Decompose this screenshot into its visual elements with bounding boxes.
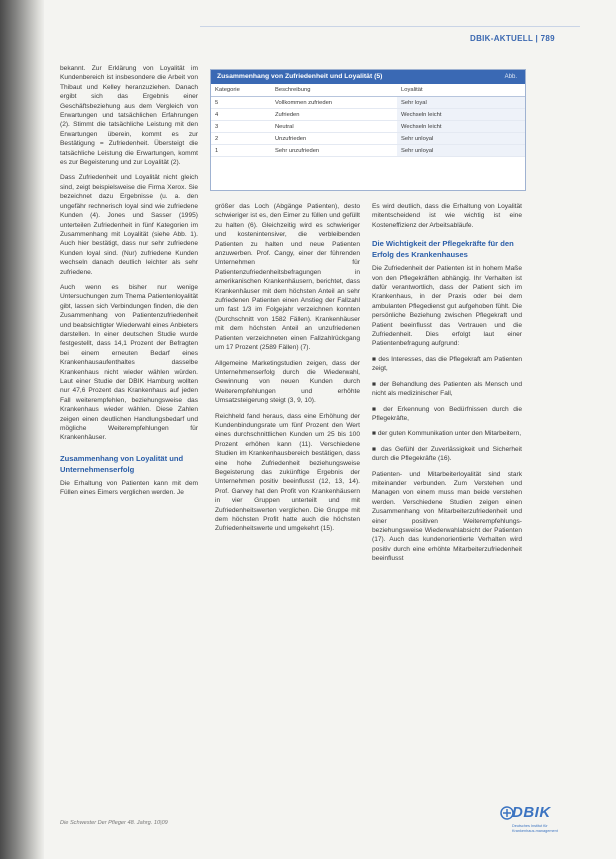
table-cell: 3 — [211, 121, 271, 133]
table-header: Loyalität — [397, 84, 525, 97]
table-row — [211, 97, 525, 109]
loyalty-table — [211, 84, 525, 157]
table-row — [211, 109, 525, 121]
table-cell: Vollkommen zufrieden — [271, 97, 397, 109]
dbik-logo — [500, 802, 570, 842]
list-item: ■ der Behandlung des Patienten als Mensch und nicht als medizinischer Fall, — [372, 380, 522, 398]
table-cell: 5 — [211, 97, 271, 109]
table-cell: Sehr unloyal — [397, 133, 525, 145]
table-row — [211, 145, 525, 157]
column-right — [372, 202, 522, 817]
list-item: ■ der Erkennung von Bedürfnissen durch die Pflegekräfte, — [372, 405, 522, 422]
column-left — [60, 64, 198, 816]
table-cell: Sehr loyal — [397, 97, 525, 109]
paragraph: Auch wenn es bisher nur wenige Untersuchungen zum Thema Patientenloyalität gibt, lassen sich Verbindungen finden, die den Zusammenhang von Patientenzufriedenheit und beabsichtigter Wiederwahl eines Anbieters darstellen. In einer deutschen Studie wurde festgestellt, dass 14,1 Prozent der Befragten bei einem erneuten Bedarf eines Krankenhausaufenthaltes dasselbe Krankenhaus nicht wieder wählen würden. Laut einer Studie der DBIK Hamburg wollten nur 47,6 Prozent das Krankenhaus auf jeden Fall weiterempfehlen, beziehungsweise das Krankenhaus wieder wählen. Diese Zahlen zeigen einen deutlichen Handlungsbedarf und mögliche Weiterempfehlungen für Krankenhäuser. — [60, 283, 198, 442]
table-cell: 2 — [211, 133, 271, 145]
figure-title — [211, 70, 525, 84]
list-item: ■ das Gefühl der Zuverlässigkeit und Sicherheit durch die Pflegekräfte (16). — [372, 445, 522, 463]
paragraph: bekannt. Zur Erklärung von Loyalität im Kundenbereich ist insbesondere die Arbeit von Thibaut und Kelley heranzuziehen. Danach ergibt sich das Ergebnis einer Geschäftsbeziehung aus dem Vergleich von Erwartungen und tatsächlichen Erfahrungen (2). Stimmt die tatsächliche Leistung mit den Erwartungen überein, kommt es zur Bestätigung = Zufriedenheit. Übersteigt die tatsächliche Leistung die Erwartungen, kommt es zur Begeisterung und zur Loyalität (2). — [60, 65, 198, 167]
column-middle — [215, 202, 360, 762]
paragraph: Dass Zufriedenheit und Loyalität nicht gleich sind, zeigt beispielsweise die Firma Xerox. Sie bezeichnet dazu Ergebnisse (u. a. den ungefähr rechnerisch loyal sind wie zufriedene Kunden (4). Jones und Sasser (1995) unterteilen Zufriedenheit in fünf Kategorien im Zusammenhang mit Loyalität (siehe Abb. 1). Auch hier bestätigt, dass nur sehr zufriedene Kunden loyal sind. (Nur) zufriedene Kunden wechseln danach deutlich leichter als sehr zufriedene. — [60, 174, 198, 276]
paragraph: Es wird deutlich, dass die Erhaltung von Loyalität mitentscheidend ist wie wichtig ist eine Kosteneffizienz der Arbeitsabläufe. — [372, 203, 522, 229]
table-cell: Neutral — [271, 121, 397, 133]
section-heading: Zusammenhang von Loyalität und Unternehmenserfolg — [60, 453, 184, 474]
table-row — [211, 121, 525, 133]
paragraph: Die Erhaltung von Patienten kann mit dem Füllen eines Eimers verglichen werden. Je — [60, 479, 198, 497]
table-cell: Wechseln leicht — [397, 109, 525, 121]
list-item: ■ des Interesses, das die Pflegekraft am Patienten zeigt, — [372, 355, 522, 373]
page-gutter-shadow — [0, 0, 44, 859]
list-item: ■ der guten Kommunikation unter den Mitarbeitern, — [372, 430, 522, 438]
paragraph: Reichheld fand heraus, dass eine Erhöhung der Kundenbindungsrate um fünf Prozent den Wert eines durchschnittlichen Kunden um 25 bis 100 Prozent erhöhen kann (11). Verschiedene Studien im Krankenhausbereich bestätigen, dass eine hohe Zufriedenheit beziehungsweise Begeisterung das zukünftige Ergebnis der Unternehmen positiv beeinflusst (12, 13, 14). Prof. Garvey hat den Profit von Krankenhäusern in vier Gruppen unterteilt und mit Zufriedenheitswerten verglichen. Die Gruppe mit dem höchsten Profit hatte auch die höchsten Zufriedenheitswerte und umgekehrt (15). — [215, 412, 360, 533]
page-footer: Die Schwester Der Pfleger 48. Jahrg. 10|09 — [60, 820, 168, 826]
table-header: Kategorie — [211, 84, 271, 97]
section-heading: Die Wichtigkeit der Pflegekräfte für den Erfolg des Krankenhauses — [372, 239, 514, 260]
paragraph: Allgemeine Marketingstudien zeigen, dass der Unternehmenserfolg durch die Wiederwahl, Gewinnung von neuen Kunden durch Weiterempfehlungen und erhöhte Umsatzsteigerung steigt (3, 9, 10). — [215, 359, 360, 405]
running-head: DBIK-AKTUELL | 789 — [470, 34, 555, 43]
logo-subtitle: Deutsches Institut für Krankenhaus-management — [512, 824, 558, 833]
figure-ref: Abb. — [504, 74, 517, 80]
table-row — [211, 133, 525, 145]
table-cell: Sehr unzufrieden — [271, 145, 397, 157]
table-header: Beschreibung — [271, 84, 397, 97]
table-cell: 1 — [211, 145, 271, 157]
table-cell: Wechseln leicht — [397, 121, 525, 133]
table-cell: 4 — [211, 109, 271, 121]
paragraph: Die Zufriedenheit der Patienten ist in hohem Maße von den Pflegekräften abhängig. Ihr Verhalten ist dafür verantwortlich, dass der Patient sich im Krankenhaus, in der Praxis oder bei dem ambulanten Pflegedienst gut aufgehoben fühlt. Die persönliche Beziehung zwischen Pflegekraft und Patient beeinflusst das Vertrauen und die Zufriedenheit. Dies erfolgt laut einer Patientenbefragung aufgrund: — [372, 265, 522, 348]
figure-title-text: Zusammenhang von Zufriedenheit und Loyalität (5) — [217, 73, 383, 80]
paragraph: größer das Loch (Abgänge Patienten), desto schwieriger ist es, den Eimer zu füllen und gefüllt zu halten (6). Gleichzeitig wird es schwieriger und kostenintensiver, die verbleibenden Patienten zu halten und neue Patienten anzuwerben. Prof. Cangy, einer der führenden Unternehmen für Patientenzufriedenheitsbefragungen in amerikanischen Krankenhäusern, berichtet, dass Krankenhäuser mit dem höchsten Anteil an sehr zufriedenen Patienten einen Anstieg der Fallzahl um fast 1/3 im Folgejahr verzeichnen konnten (Durchschnitt von 1582 Fällen). Krankenhäuser mit dem höchsten Anteil an unzufriedenen Patienten verzeichneten einen Fallzahlrückgang um 17 Prozent (2589 Fällen) (7). — [215, 203, 360, 352]
paragraph: Patienten- und Mitarbeiterloyalität sind stark miteinander verbunden. Zum Verstehen und Managen von einem muss man beide verstehen werden. Verschiedene Studien zeigen einen Zusammenhang von Mitarbeiterzufriedenheit und einer positiven Weiterempfehlungs- beziehungsweise Wiederwahlabsicht der Patienten (17). Auch das kundenorientierte Verhalten wird positiv durch eine erhöhte Mitarbeiterzufriedenheit beeinflusst — [372, 470, 522, 563]
table-cell: Sehr unloyal — [397, 145, 525, 157]
table-cell: Unzufrieden — [271, 133, 397, 145]
logo-wordmark: DBIK — [512, 804, 551, 821]
figure-box — [210, 69, 526, 191]
header-rule — [200, 26, 580, 27]
table-cell: Zufrieden — [271, 109, 397, 121]
